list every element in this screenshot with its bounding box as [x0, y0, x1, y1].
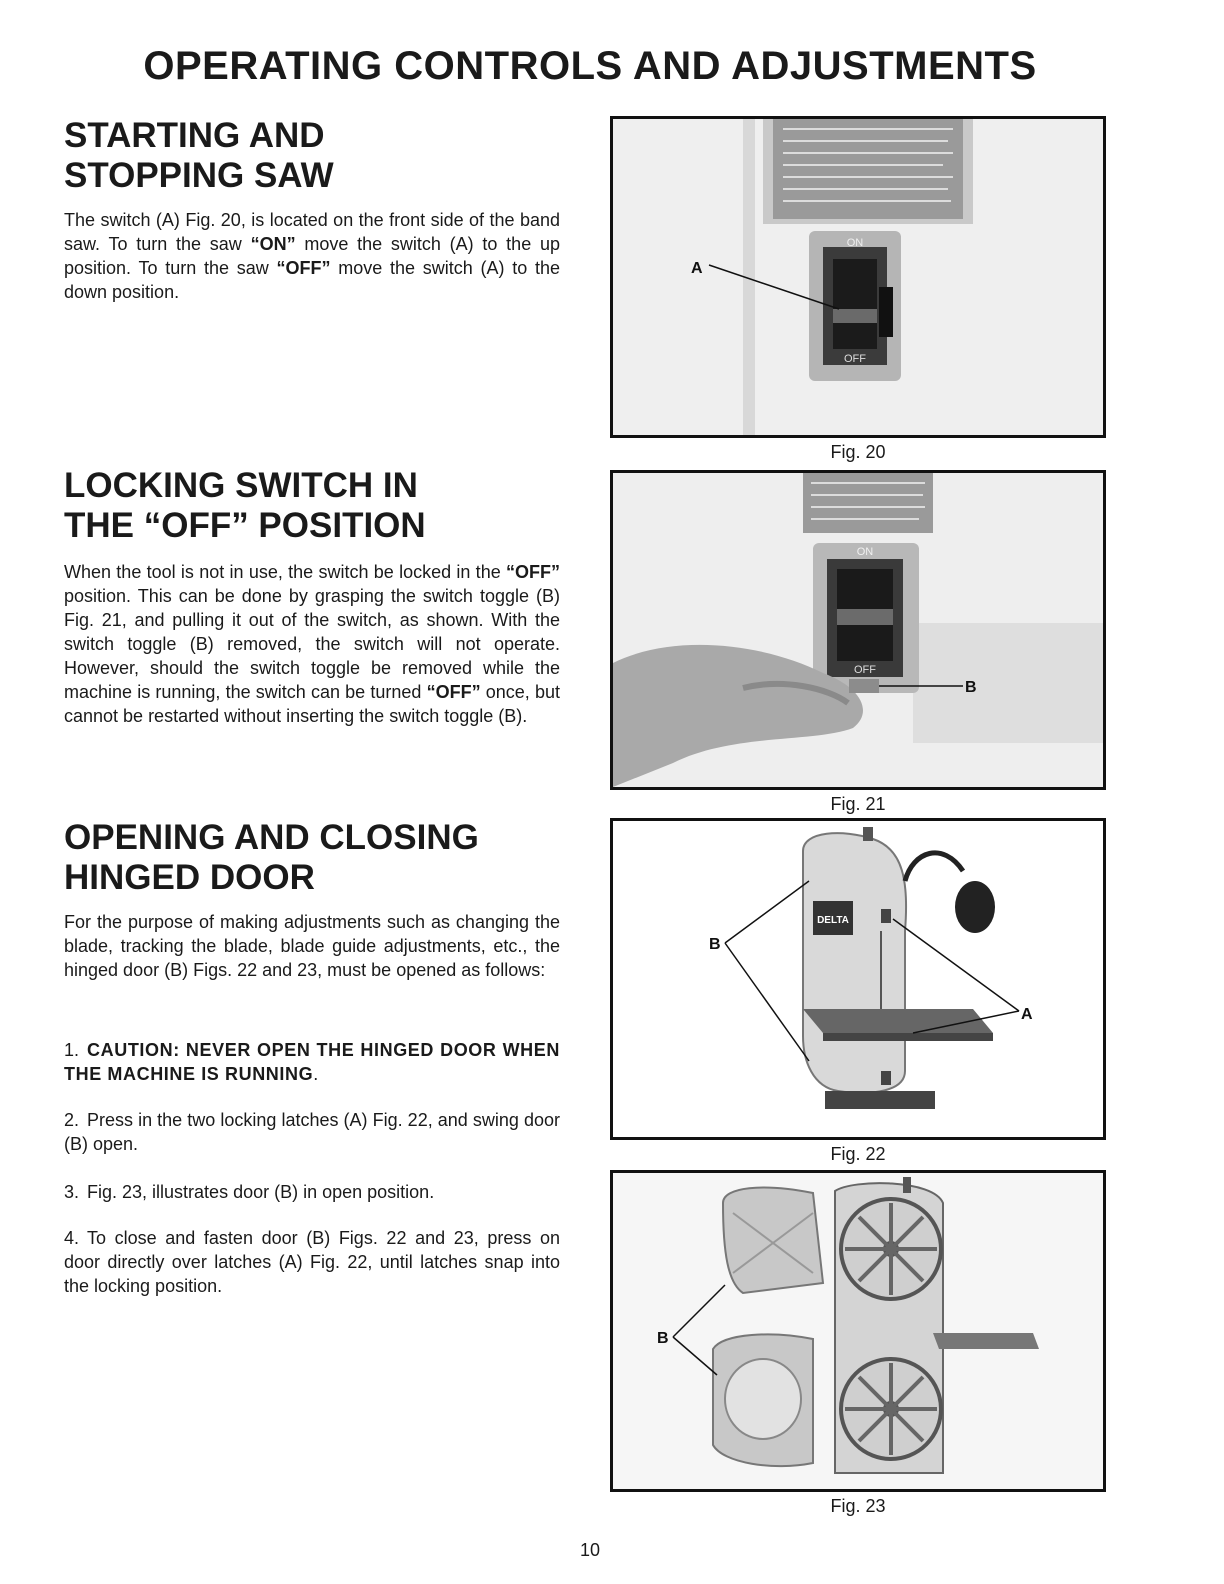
page-number: 10	[579, 1540, 601, 1560]
figure-21-caption: Fig. 21	[830, 794, 886, 814]
switch-off-label: OFF	[854, 664, 876, 676]
step-text: Press in the two locking latches (A) Fig. 22, and swing door (B) open.	[64, 1110, 560, 1154]
text-run: move the switch (A) to the down position.	[64, 258, 560, 302]
step-number: 3.	[64, 1182, 80, 1202]
switch-toggle-key	[849, 679, 879, 693]
text-run: once, but cannot be restarted without inserting the switch toggle (B).	[64, 682, 560, 726]
heading-line: STARTING AND	[64, 116, 325, 155]
starting-paragraph	[64, 208, 560, 304]
callout-b-label: B	[657, 1330, 669, 1347]
emphasis-off: “OFF”	[276, 258, 331, 278]
locking-paragraph	[64, 560, 560, 728]
open-band-saw-photo	[613, 1173, 1103, 1489]
figure-23-caption: Fig. 23	[830, 1496, 886, 1516]
emphasis-on: “ON”	[250, 234, 296, 254]
callout-b-label: B	[965, 679, 977, 696]
step-3	[64, 1180, 560, 1204]
emphasis-off: “OFF”	[506, 562, 560, 582]
callout-b-label: B	[709, 936, 721, 953]
saw-body	[803, 833, 906, 1093]
door-intro-paragraph: For the purpose of making adjustments such as changing the blade, tracking the blade, blade guide adjustments, etc., the hinged door (B) Figs. 22 and 23, must be opened as follows:	[64, 912, 560, 980]
text-run: position. This can be done by grasping the switch toggle (B) Fig. 21, and pulling it out of the switch, as shown. With the switch toggle (B) removed, the switch will not operate. However, should the switch toggle be removed while the machine is running, the switch can be turned	[64, 586, 560, 702]
figure-20-caption: Fig. 20	[830, 442, 886, 462]
heading-line: STOPPING SAW	[64, 156, 334, 195]
figure-22-band-saw-closed	[610, 818, 1106, 1140]
step-number: 1.	[64, 1040, 80, 1060]
text-run: .	[313, 1064, 319, 1084]
figure-20-switch	[610, 116, 1106, 438]
switch-on-label: ON	[846, 237, 864, 249]
switch-rocker	[833, 259, 877, 349]
switch-photo	[613, 119, 1103, 435]
heading-line: THE “OFF” POSITION	[64, 506, 426, 545]
callout-a-label: A	[1021, 1006, 1033, 1023]
band-saw-photo	[613, 821, 1103, 1137]
emphasis-off: “OFF”	[426, 682, 481, 702]
lamp-head	[955, 881, 995, 933]
text-run: The switch (A) Fig. 20, is located on the front side of the band saw. To turn the saw	[64, 210, 560, 254]
step-1-caution	[64, 1038, 560, 1086]
heading-starting-stopping	[64, 116, 584, 196]
callout-a-label: A	[691, 260, 703, 277]
upper-door	[723, 1188, 823, 1293]
step-text: To close and fasten door (B) Figs. 22 and 23, press on door directly over latches (A) Fig. 22, until latches snap into the locking position.	[64, 1228, 560, 1296]
locking-toggle-photo	[613, 473, 1103, 787]
saw-table	[933, 1333, 1039, 1349]
brand-label: DELTA	[817, 915, 849, 926]
heading-hinged-door	[64, 818, 584, 898]
figure-23-band-saw-open	[610, 1170, 1106, 1492]
heading-line: LOCKING SWITCH IN	[64, 466, 418, 505]
step-number: 2.	[64, 1110, 80, 1130]
caution-text: CAUTION: NEVER OPEN THE HINGED DOOR WHEN THE MACHINE IS RUNNING	[64, 1040, 560, 1084]
heading-line: HINGED DOOR	[64, 858, 315, 897]
step-text: Fig. 23, illustrates door (B) in open position.	[87, 1182, 435, 1202]
switch-on-label: ON	[856, 546, 874, 558]
step-2	[64, 1108, 560, 1156]
heading-line: OPENING AND CLOSING	[64, 818, 479, 857]
saw-base	[825, 1091, 935, 1109]
step-4	[64, 1226, 560, 1298]
page-title: OPERATING CONTROLS AND ADJUSTMENTS	[143, 44, 1037, 88]
saw-table	[803, 1009, 993, 1033]
switch-off-label: OFF	[844, 353, 866, 365]
heading-locking-switch	[64, 466, 584, 546]
figure-22-caption: Fig. 22	[830, 1144, 886, 1164]
step-number: 4.	[64, 1228, 80, 1248]
figure-21-locking-toggle	[610, 470, 1106, 790]
text-run: move the switch (A) to the up position. To turn the saw	[64, 234, 560, 278]
text-run: When the tool is not in use, the switch be locked in the	[64, 562, 506, 582]
